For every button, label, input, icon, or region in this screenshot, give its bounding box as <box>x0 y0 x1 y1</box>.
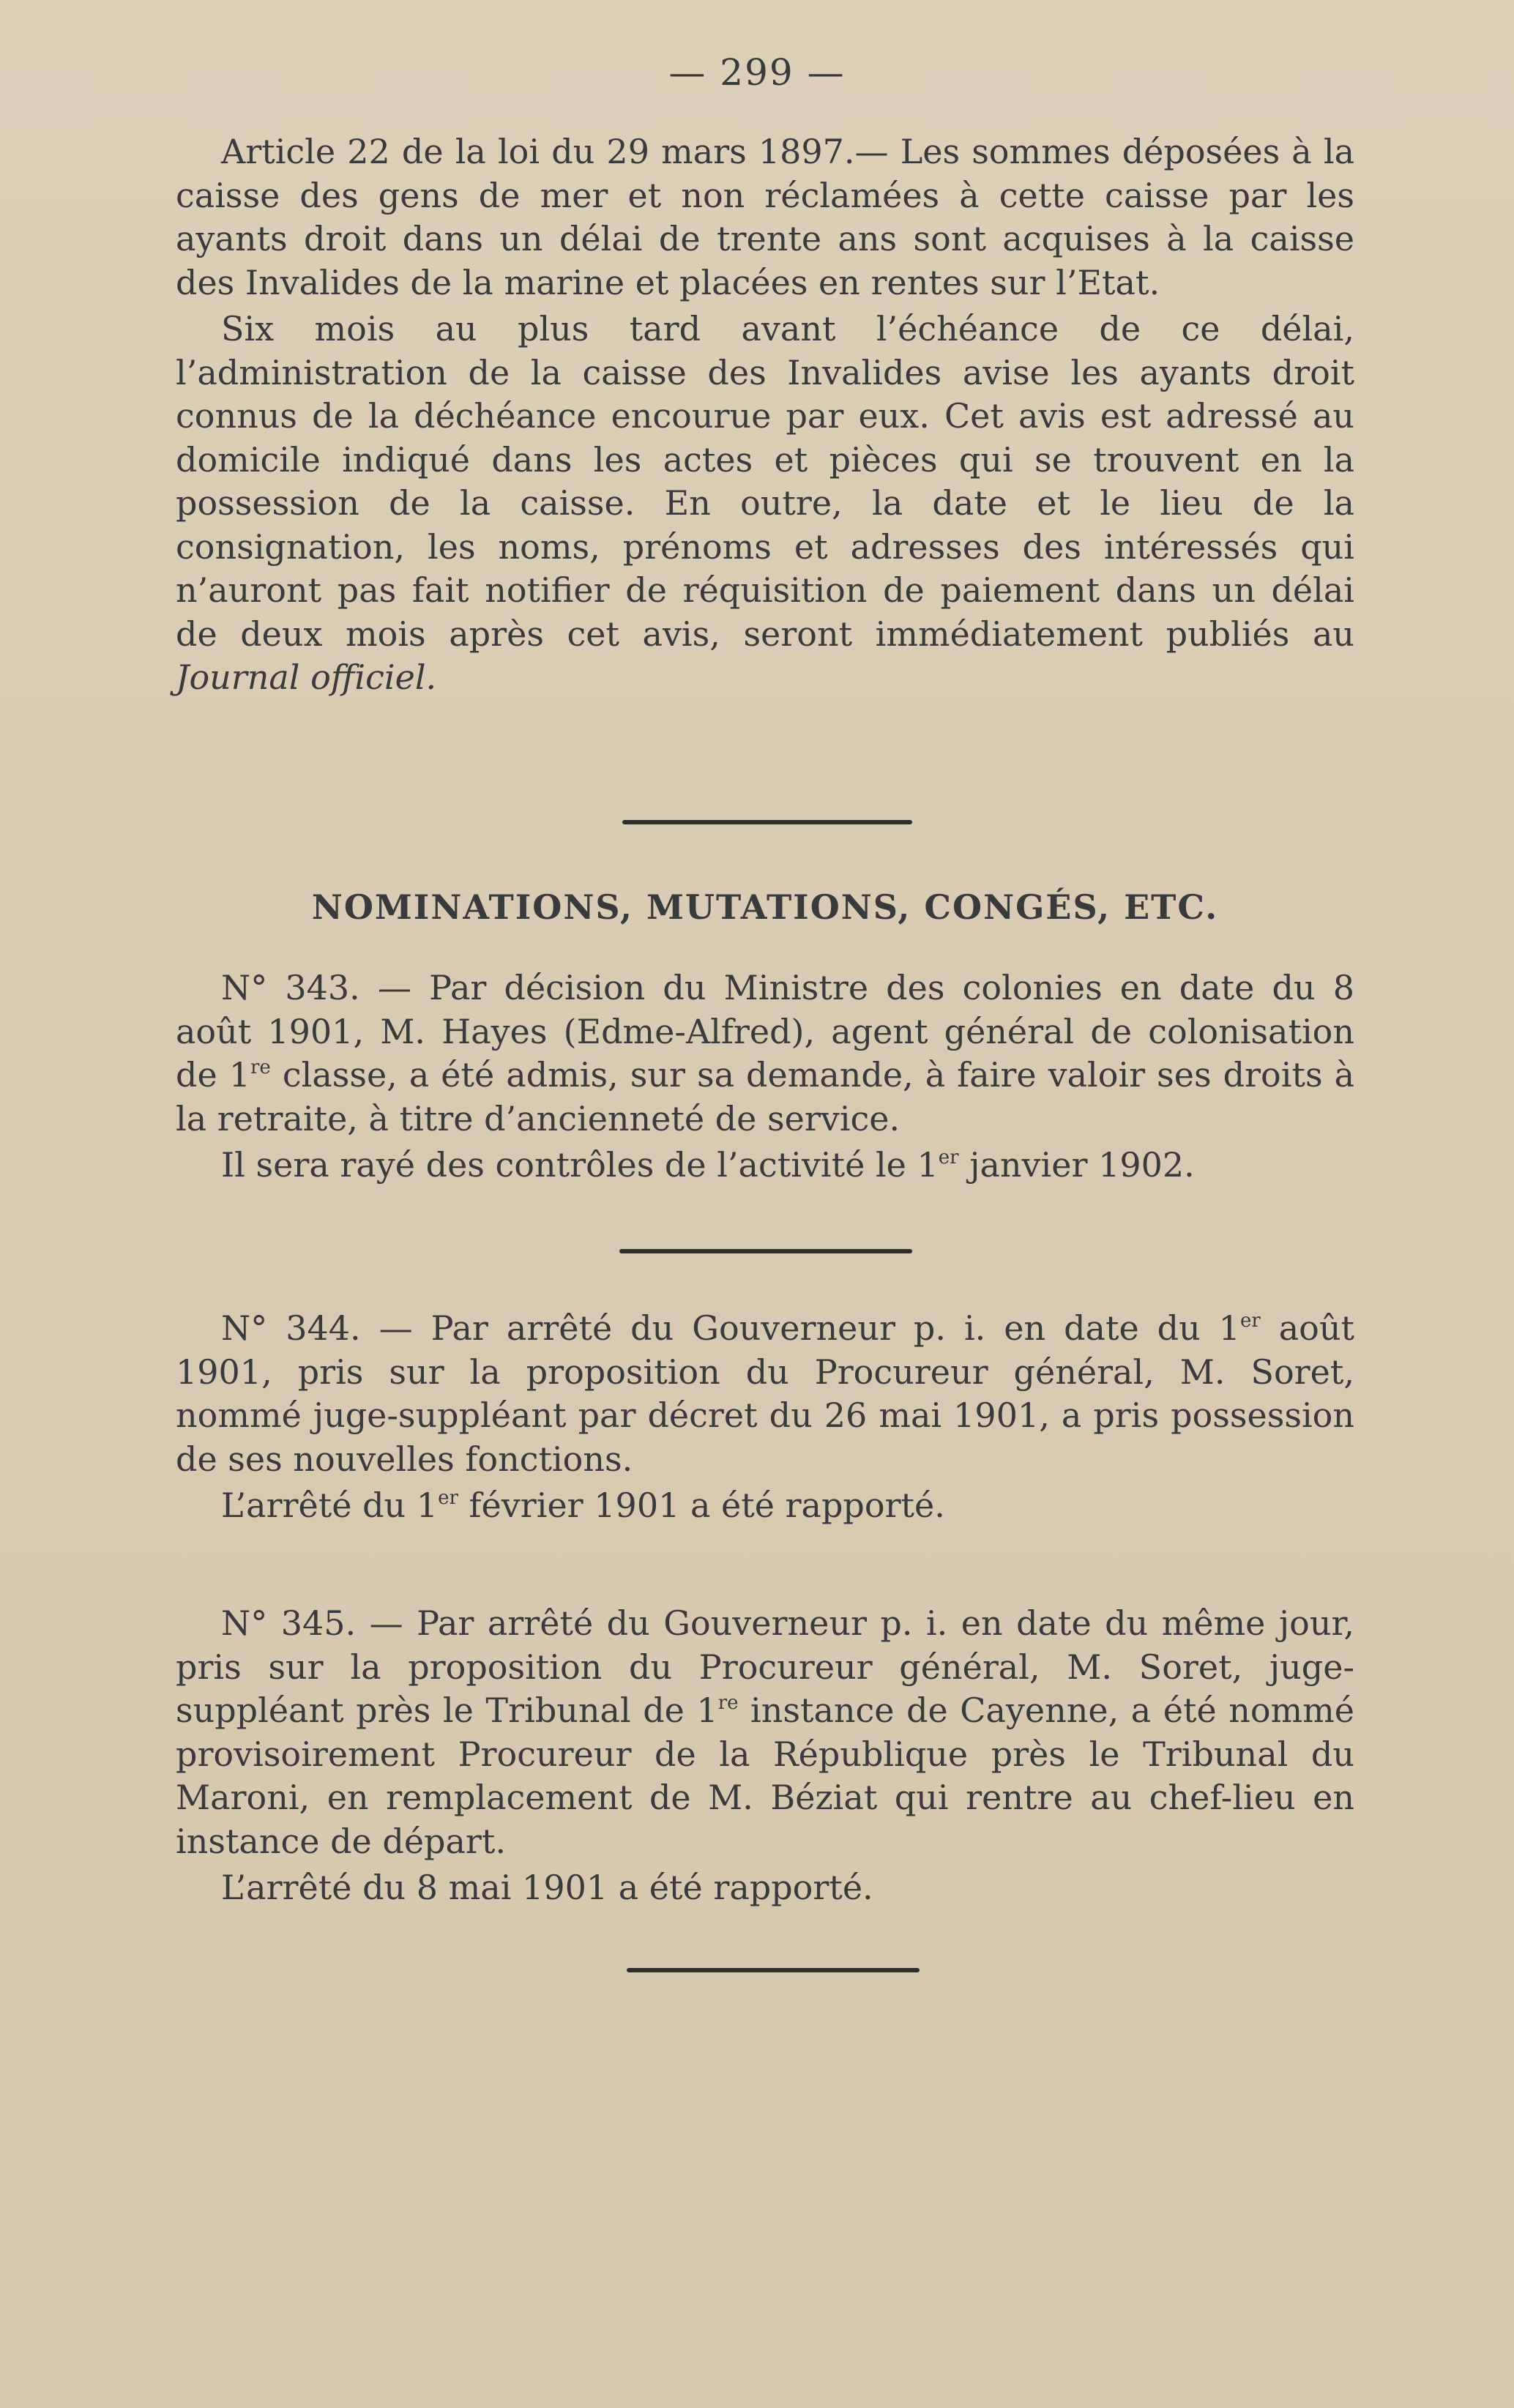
entry-344-text-2: août 1901, pris sur la proposition du Procureur général, M. Soret, nommé juge-suppléant par décret du 26 mai 1901, a pris possession de ses nouvelles fonctions. <box>176 1308 1354 1479</box>
entry-344-text-3: L’arrêté du 1 <box>221 1486 439 1525</box>
article-22-text-2: Six mois au plus tard avant l’échéance de ce délai, l’administration de la caisse des Invalides avise les ayants droit connus de la déchéance encourue par eux. Cet avis est adressé au domicile indiqué dans les actes et pièces qui se trouvent en la possession de la caisse. En outre, la date et le lieu de la consignation, les noms, prénoms et adresses des intéressés qui n’auront pas fait notifier de réquisition de paiement dans un délai de deux mois après cet avis, seront immédiatement publiés au <box>176 309 1354 654</box>
entry-343-text-4: janvier 1902. <box>958 1145 1195 1185</box>
article-22-block <box>176 130 1354 700</box>
entry-344-text-4: février 1901 a été rapporté. <box>458 1486 945 1525</box>
superscript: er <box>438 1487 458 1509</box>
entry-345-text-2: instance de Cayenne, a été nommé provisoirement Procureur de la République près le Tribunal du Maroni, en remplacement de M. Béziat qui rentre au chef-lieu en instance de départ. <box>176 1691 1354 1861</box>
separator-rule <box>622 820 912 824</box>
page-number: — 299 — <box>668 51 846 94</box>
article-22-title: Article 22 de la loi du 29 mars 1897.— <box>221 132 889 171</box>
article-22-paragraph-2 <box>176 307 1354 700</box>
section-heading: NOMINATIONS, MUTATIONS, CONGÉS, ETC. <box>311 887 1219 927</box>
entry-345-text: N° 345. — Par arrêté du Gouverneur p. i. en date du même jour, pris sur la proposition du Procureur général, M. Soret, juge-suppléant près le Tribunal de 1 <box>176 1603 1354 1730</box>
superscript: er <box>938 1147 959 1168</box>
entry-343-paragraph <box>176 966 1354 1141</box>
entry-343-text-2: classe, a été admis, sur sa demande, à faire valoir ses droits à la retraite, à titre d’ancienneté de service. <box>176 1055 1355 1138</box>
superscript: er <box>1239 1310 1261 1332</box>
article-22-text: Les sommes déposées à la caisse des gens de mer et non réclamées à cette caisse par les ayants droit dans un délai de trente ans sont acquises à la caisse des Invalides de la marine et placées en rentes sur l’Etat. <box>176 132 1354 302</box>
journal-officiel: Journal officiel. <box>176 657 437 697</box>
entry-345-paragraph <box>176 1602 1354 1863</box>
superscript: re <box>717 1692 739 1714</box>
entry-343-text-3: Il sera rayé des contrôles de l’activité le 1 <box>221 1145 939 1185</box>
entry-345-paragraph-2 <box>176 1866 1354 1910</box>
superscript: re <box>250 1056 271 1078</box>
entry-343-text: N° 343. — Par décision du Ministre des colonies en date du 8 août 1901, M. Hayes (Edme-Alfred), agent général de colonisation de 1 <box>176 968 1354 1095</box>
article-22-paragraph-1 <box>176 130 1354 305</box>
separator-rule <box>619 1249 912 1253</box>
entry-345 <box>176 1602 1354 1910</box>
entry-344-paragraph-2 <box>176 1484 1354 1528</box>
entry-344-text: N° 344. — Par arrêté du Gouverneur p. i. en date du 1 <box>221 1308 1240 1348</box>
entry-343-paragraph-2 <box>176 1144 1354 1188</box>
entry-344 <box>176 1307 1354 1528</box>
entry-343 <box>176 966 1354 1188</box>
entry-345-text-3: L’arrêté du 8 mai 1901 a été rapporté. <box>221 1868 873 1907</box>
separator-rule <box>627 1968 920 1972</box>
entry-344-paragraph <box>176 1307 1354 1481</box>
